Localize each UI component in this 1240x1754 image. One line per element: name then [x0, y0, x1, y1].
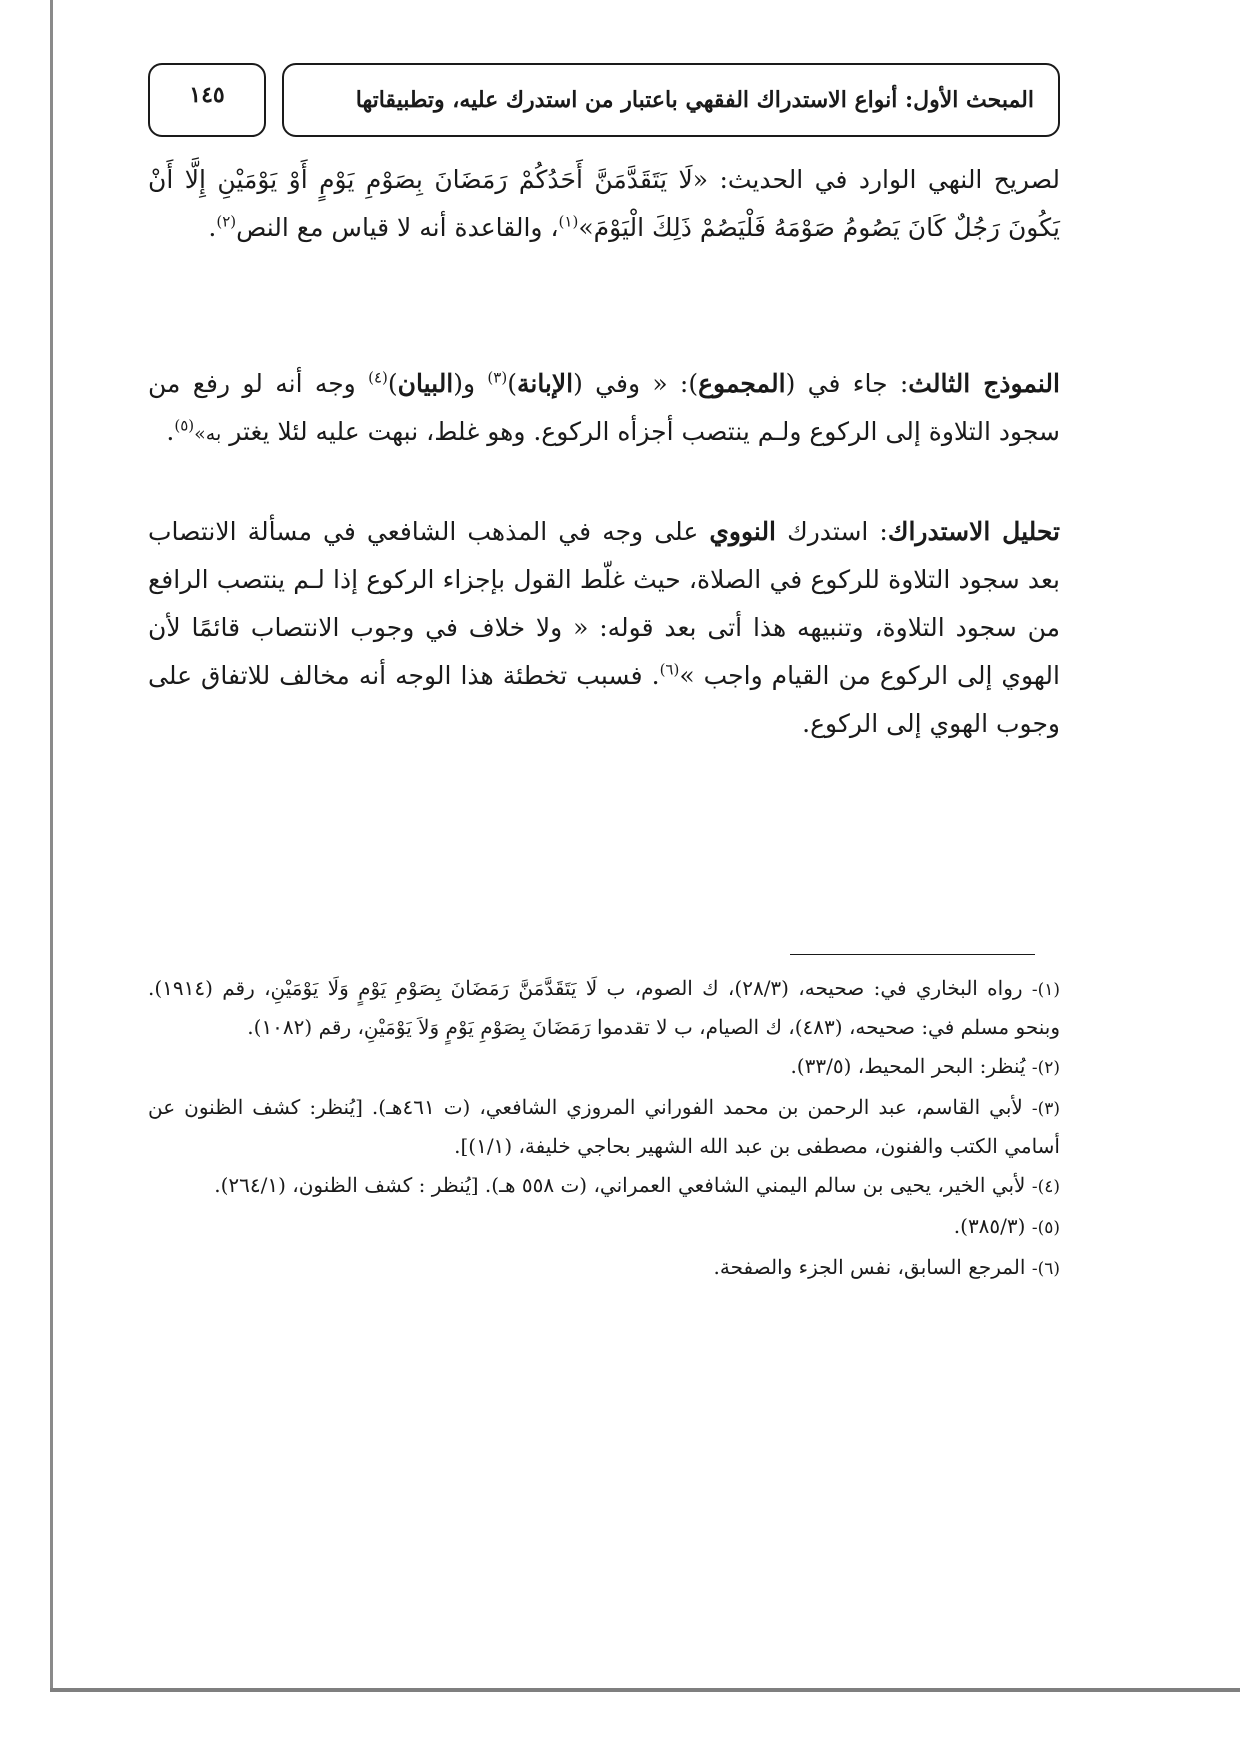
hadith-quote: «لَا يَتَقَدَّمَنَّ أَحَدُكُمْ رَمَضَانَ بِصَوْمِ يَوْمٍ أَوْ يَوْمَيْنِ إِلَّا أَنْ يَكُونَ رَجُلٌ كَانَ يَصُومُ صَوْمَهُ فَلْيَصُمْ ذَلِكَ الْيَوْمَ» [148, 165, 1060, 242]
footnote-text: لأبي القاسم، عبد الرحمن بن محمد الفوراني المروزي الشافعي، (ت ٤٦١هـ). [يُنظر: كشف الظنون عن أسامي الكتب والفنون، مصطفى بن عبد الله الشهير بحاجي خليفة، (١/١)]. [148, 1095, 1060, 1158]
footnote-number: (٦)- [1031, 1259, 1060, 1279]
footnote-1 [148, 970, 1060, 1046]
scholar-name: النووي [709, 517, 777, 546]
paren: ) [387, 369, 398, 398]
chapter-title-box [282, 63, 1060, 137]
footnote-number: (٥)- [1031, 1218, 1060, 1238]
footnote-ref-6[interactable]: (٦) [659, 660, 680, 679]
model-three-quote-tail: به» [194, 423, 222, 445]
footnote-number: (١)- [1031, 980, 1060, 1000]
footnote-text: يُنظر: البحر المحيط، (٣٣/٥). [790, 1054, 1032, 1078]
footnote-number: (٢)- [1031, 1058, 1060, 1078]
paragraph-end: . [208, 213, 217, 242]
page-frame-bottom-border [50, 1688, 1240, 1692]
page-number-box [148, 63, 266, 137]
running-header [148, 63, 1060, 141]
model-three-quote: وجه أنه لو رفع من سجود التلاوة إلى الركوع ولـم ينتصب أجزأه الركوع. وهو غلط، نبهت عليه لئلا يغتر [148, 369, 1060, 446]
footnote-ref-4[interactable]: (٤) [368, 368, 388, 387]
footnote-ref-5[interactable]: (٥) [174, 416, 195, 435]
footnote-ref-3[interactable]: (٣) [487, 368, 508, 387]
footnote-separator [790, 954, 1035, 955]
model-three-label: النموذج الثالث [908, 369, 1060, 398]
page-frame-left-border [50, 0, 53, 1690]
footnote-2 [148, 1048, 1060, 1087]
book-title-ibana: الإبانة [516, 369, 574, 398]
paragraph-end: . [166, 417, 175, 446]
footnote-6 [148, 1249, 1060, 1288]
paragraph-middle: ، والقاعدة أنه لا قياس مع النص [236, 213, 559, 242]
chapter-title: المبحث الأول: أنواع الاستدراك الفقهي باعتبار من استدرك عليه، وتطبيقاتها [355, 87, 1034, 113]
footnotes-section [148, 970, 1060, 1290]
book-title-bayan: البيان [397, 369, 454, 398]
analysis-conclusion: . فسبب تخطئة هذا الوجه أنه مخالف للاتفاق على وجوب الهوي إلى الركوع. [148, 661, 1060, 738]
footnote-3 [148, 1089, 1060, 1165]
paragraph-hadith [148, 156, 1060, 252]
footnote-number: (٣)- [1031, 1099, 1060, 1119]
model-three-text: ): « وفي ( [573, 369, 699, 398]
paragraph-analysis [148, 508, 1060, 748]
paragraph-intro: لصريح النهي الوارد في الحديث: [708, 165, 1060, 194]
footnote-text: (٣٨٥/٣). [953, 1214, 1032, 1238]
analysis-text: على وجه في المذهب الشافعي في مسألة الانتصاب بعد سجود التلاوة للركوع في الصلاة، حيث غلّط القول بإجزاء الركوع إذا لـم ينتصب الرافع من سجود التلاوة، وتنبيهه هذا أتى بعد قوله: « ولا خلاف في وجوب الانتصاب قائمًا لأن الهوي إلى الركوع من القيام واجب » [148, 517, 1060, 690]
paren: ) [507, 369, 517, 398]
footnote-text: رواه البخاري في: صحيحه، (٢٨/٣)، ك الصوم، ب لَا يَتَقَدَّمَنَّ رَمَضَانَ بِصَوْمِ يَوْمٍ وَلَا يَوْمَيْنِ، رقم (١٩١٤). وبنحو مسلم في: صحيحه، (٤٨٣)، ك الصيام، ب لا تقدموا رَمَضَانَ بِصَوْمِ يَوْمٍ وَلاَ يَوْمَيْنِ، رقم (١٠٨٢). [148, 976, 1060, 1039]
analysis-label: تحليل الاستدراك [887, 517, 1060, 546]
analysis-text: : استدرك [776, 517, 888, 546]
paren: و( [453, 369, 488, 398]
footnote-ref-1[interactable]: (١) [558, 212, 579, 231]
footnote-number: (٤)- [1031, 1177, 1060, 1197]
model-three-text: : جاء في ( [785, 369, 909, 398]
footnote-4 [148, 1167, 1060, 1206]
book-title-majmu: المجموع [698, 369, 786, 398]
footnote-text: المرجع السابق، نفس الجزء والصفحة. [713, 1255, 1032, 1279]
footnote-5 [148, 1208, 1060, 1247]
footnote-text: لأبي الخير، يحيى بن سالم اليمني الشافعي العمراني، (ت ٥٥٨ هـ). [يُنظر : كشف الظنون، (٢٦٤/١). [214, 1173, 1032, 1197]
paragraph-model-three [148, 360, 1060, 458]
page-number: ١٤٥ [189, 82, 225, 108]
footnote-ref-2[interactable]: (٢) [216, 212, 237, 231]
